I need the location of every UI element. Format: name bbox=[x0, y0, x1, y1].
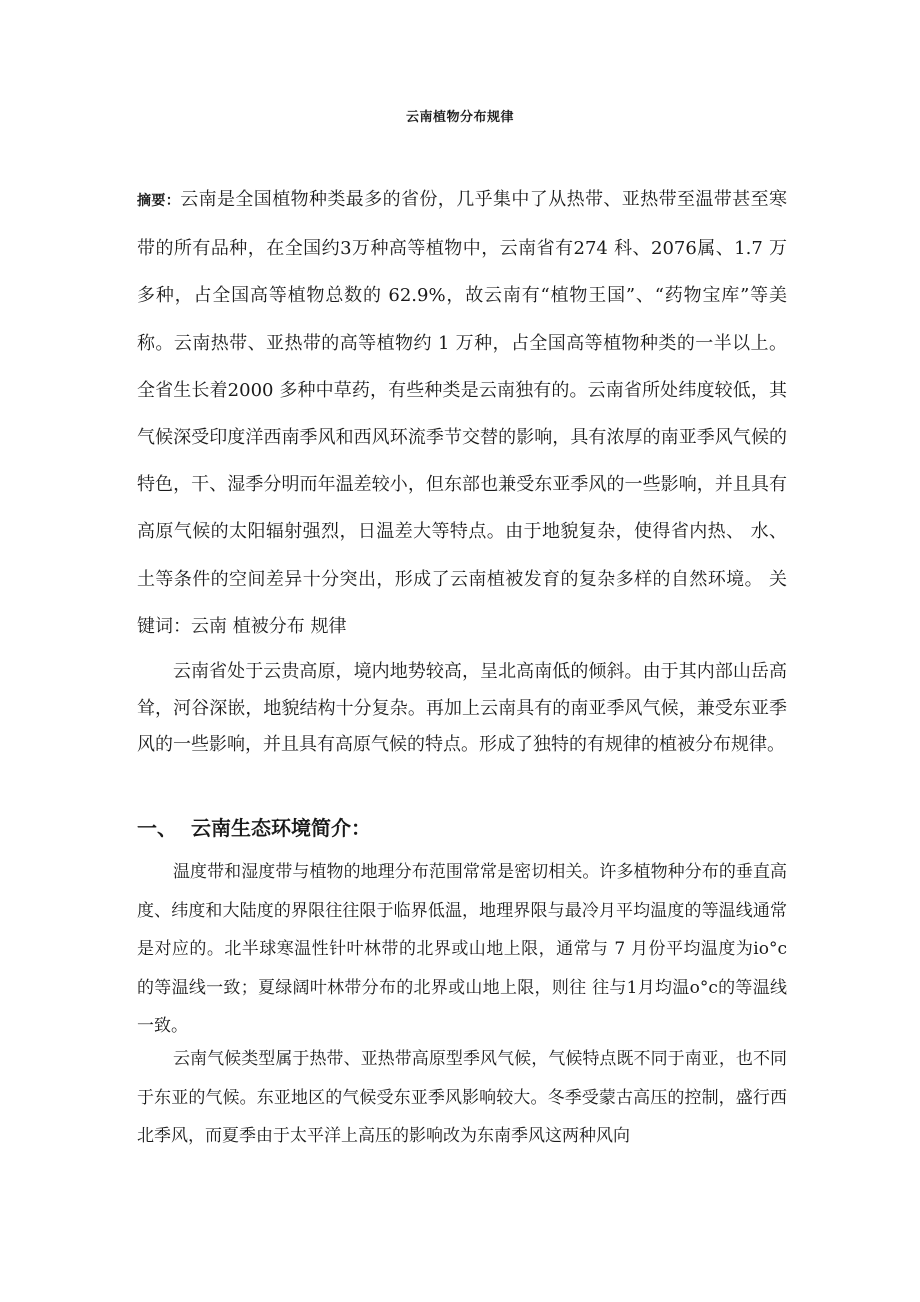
intro-paragraph: 云南省处于云贵高原，境内地势较高，呈北高南低的倾斜。由于其内部山岳高耸，河谷深嵌，地貌结构十分复杂。再加上云南具有的南亚季风气候，兼受东亚季风的一些影响，并且具有高原气候的特点。形成了独特的有规律的植被分布规律。 bbox=[137, 661, 787, 755]
section-number: 一、 bbox=[137, 816, 177, 840]
abstract-text: 云南是全国植物种类最多的省份，几乎集中了从热带、亚热带至温带甚至寒带的所有品种，在全国约3万种高等植物中，云南省有274 科、2076属、1.7 万多种，占全国高等植物总数的 62.9%，故云南有“植物王国”、“药物宝库”等美称。云南热带、亚热带的高等植物约 1 万种，占全国高等植物种类的一半以上。全省生长着2000 多种中草药，有些种类是云南独有的。云南省所处纬度较低，其气候深受印度洋西南季风和西风环流季节交替的影响，具有浓厚的南亚季风气候的特色，干、湿季分明而年温差较小，但东部也兼受东亚季风的一些影响，并且具有高原气候的太阳辐射强烈，日温差大等特点。由于地貌复杂，使得省内热、 水、土等条件的空间差异十分突出，形成了云南植被发育的复杂多样的自然环境。 bbox=[137, 189, 787, 590]
document-title: 云南植物分布规律 bbox=[405, 110, 514, 125]
abstract-block bbox=[137, 176, 787, 650]
section-heading bbox=[137, 812, 787, 841]
keywords: 关键词：云南 植被分布 规律 bbox=[137, 568, 787, 637]
body-paragraph: 温度带和湿度带与植物的地理分布范围常常是密切相关。许多植物种分布的垂直高度、纬度和大陆度的界限往往限于临界低温，地理界限与最冷月平均温度的等温线通常是对应的。北半球寒温性针叶林带的北界或山地上限，通常与 7 月份平均温度为io°c的等温线一致；夏绿阔叶林带分布的北界或山地上限，则往 往与1月均温o°c的等温线一致。 bbox=[137, 862, 787, 1036]
section-title: 云南生态环境简介： bbox=[191, 816, 371, 840]
abstract-label: 摘要： bbox=[137, 193, 181, 209]
body-paragraph: 云南气候类型属于热带、亚热带高原型季风气候，气候特点既不同于南亚，也不同于东亚的气候。东亚地区的气候受东亚季风影响较大。冬季受蒙古高压的控制，盛行西北季风，而夏季由于太平洋上高压的影响改为东南季风这两种风向 bbox=[137, 1049, 787, 1146]
